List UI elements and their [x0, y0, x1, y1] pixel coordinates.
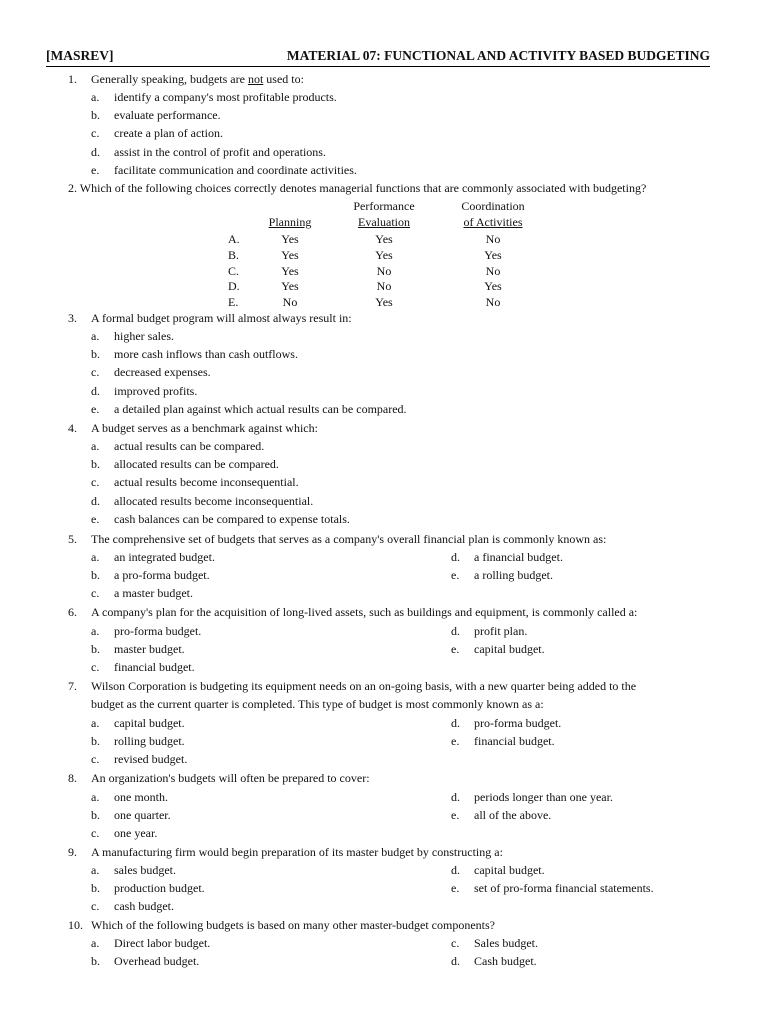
option-letter: c.: [91, 365, 100, 380]
question-8-number: 8.: [68, 771, 77, 785]
q2-cell-coordination: No: [485, 295, 501, 310]
question-9-stem: A manufacturing firm would begin preparation of its master budget by constructing a:: [91, 845, 503, 859]
option-text: capital budget.: [474, 642, 545, 657]
option-text: a rolling budget.: [474, 568, 553, 583]
question-2-stem: 2. Which of the following choices correctly denotes managerial functions that are commonly associated with budgeting?: [68, 181, 647, 195]
option-letter: d.: [451, 790, 460, 804]
option-letter: b.: [91, 108, 100, 123]
option-text: a financial budget.: [474, 550, 563, 564]
q2-row-letter: C.: [228, 263, 240, 278]
question-6-stem: A company's plan for the acquisition of long-lived assets, such as buildings and equipment, is commonly called a:: [91, 605, 638, 619]
q2-cell-coordination: No: [485, 263, 501, 278]
option-letter: d.: [451, 550, 460, 564]
q2-cell-planning: Yes: [281, 232, 299, 246]
q2-header-activities: of Activities: [463, 215, 523, 229]
option-text: a detailed plan against which actual results can be compared.: [114, 401, 407, 416]
option-letter: d.: [91, 383, 100, 398]
option-text: pro-forma budget.: [114, 624, 202, 638]
q2-row-letter: E.: [228, 295, 239, 310]
option-letter: c.: [91, 586, 100, 601]
option-letter: d.: [91, 493, 100, 508]
q2-row-letter: A.: [228, 232, 240, 246]
q2-header-planning: Planning: [268, 215, 312, 229]
option-letter: d.: [451, 863, 460, 877]
option-letter: d.: [451, 624, 460, 638]
option-text: evaluate performance.: [114, 108, 221, 123]
option-letter: b.: [91, 734, 100, 749]
option-letter: d.: [451, 716, 460, 730]
option-letter: a.: [91, 936, 100, 950]
option-letter: a.: [91, 439, 100, 453]
question-1-number: 1.: [68, 72, 77, 86]
option-letter: a.: [91, 550, 100, 564]
option-text: improved profits.: [114, 383, 198, 398]
option-letter: e.: [451, 734, 460, 749]
option-text: allocated results become inconsequential.: [114, 493, 314, 508]
option-letter: e.: [91, 511, 100, 526]
question-10-number: 10.: [68, 918, 83, 932]
option-text: production budget.: [114, 881, 205, 896]
option-text: revised budget.: [114, 752, 188, 767]
question-7-stem-line-1: Wilson Corporation is budgeting its equipment needs on an on-going basis, with a new quarter being added to the: [91, 679, 637, 693]
q2-header-evaluation: Evaluation: [358, 215, 410, 229]
option-letter: c.: [91, 475, 100, 490]
option-letter: c.: [91, 126, 100, 141]
option-letter: b.: [91, 808, 100, 823]
q2-cell-evaluation: No: [376, 263, 392, 278]
option-text: identify a company's most profitable products.: [114, 90, 337, 104]
option-letter: e.: [451, 808, 460, 823]
option-letter: b.: [91, 457, 100, 472]
header-course-code: [MASREV]: [46, 48, 114, 63]
question-1-stem: Generally speaking, budgets are not used to:: [91, 72, 304, 86]
option-letter: a.: [91, 624, 100, 638]
q2-cell-planning: Yes: [281, 263, 299, 278]
option-letter: a.: [91, 863, 100, 877]
question-4-number: 4.: [68, 421, 77, 435]
q2-row-letter: D.: [228, 279, 240, 294]
option-text: capital budget.: [474, 863, 545, 877]
question-5-stem: The comprehensive set of budgets that serves as a company's overall financial plan is commonly known as:: [91, 532, 607, 546]
question-6-number: 6.: [68, 605, 77, 619]
question-8-stem: An organization's budgets will often be prepared to cover:: [91, 771, 370, 785]
option-text: rolling budget.: [114, 734, 185, 749]
option-text: allocated results can be compared.: [114, 457, 279, 472]
q2-cell-coordination: Yes: [484, 279, 502, 294]
option-text: capital budget.: [114, 716, 185, 730]
option-letter: c.: [91, 899, 100, 914]
option-text: more cash inflows than cash outflows.: [114, 347, 298, 362]
q2-cell-planning: No: [282, 295, 298, 310]
question-5-number: 5.: [68, 532, 77, 546]
option-text: higher sales.: [114, 329, 174, 343]
option-text: periods longer than one year.: [474, 790, 613, 804]
option-text: actual results can be compared.: [114, 439, 265, 453]
option-text: all of the above.: [474, 808, 552, 823]
q2-cell-planning: Yes: [281, 279, 299, 294]
option-text: facilitate communication and coordinate activities.: [114, 162, 357, 177]
option-text: Overhead budget.: [114, 954, 200, 969]
q2-row-letter: B.: [228, 247, 240, 262]
q2-cell-coordination: No: [485, 232, 501, 246]
option-text: sales budget.: [114, 863, 176, 877]
option-letter: a.: [91, 329, 100, 343]
option-letter: b.: [91, 568, 100, 583]
option-letter: c.: [451, 936, 460, 950]
q2-cell-evaluation: Yes: [375, 295, 393, 310]
option-text: cash budget.: [114, 899, 174, 914]
option-text: set of pro-forma financial statements.: [474, 881, 654, 896]
option-text: one quarter.: [114, 808, 171, 823]
question-7-stem-line-2: budget as the current quarter is completed. This type of budget is most commonly known as a:: [91, 697, 544, 711]
option-text: a master budget.: [114, 586, 193, 601]
option-text: create a plan of action.: [114, 126, 223, 141]
option-text: master budget.: [114, 642, 185, 657]
option-letter: a.: [91, 90, 100, 104]
q2-cell-planning: Yes: [281, 247, 299, 262]
option-letter: b.: [91, 881, 100, 896]
q2-header-performance: Performance: [353, 199, 415, 213]
option-text: financial budget.: [474, 734, 555, 749]
q2-cell-evaluation: Yes: [375, 247, 393, 262]
option-letter: c.: [91, 660, 100, 675]
option-text: pro-forma budget.: [474, 716, 562, 730]
option-letter: e.: [91, 162, 100, 177]
option-letter: c.: [91, 826, 100, 841]
q2-cell-evaluation: No: [376, 279, 392, 294]
question-7-number: 7.: [68, 679, 77, 693]
option-text: one month.: [114, 790, 168, 804]
option-text: one year.: [114, 826, 158, 841]
question-3-stem: A formal budget program will almost always result in:: [91, 311, 352, 325]
question-3-number: 3.: [68, 311, 77, 325]
question-4-stem: A budget serves as a benchmark against which:: [91, 421, 318, 435]
option-letter: a.: [91, 790, 100, 804]
option-letter: e.: [451, 568, 460, 583]
option-letter: b.: [91, 347, 100, 362]
option-text: financial budget.: [114, 660, 195, 675]
option-text: profit plan.: [474, 624, 528, 638]
option-letter: e.: [451, 881, 460, 896]
option-letter: e.: [451, 642, 460, 657]
option-text: decreased expenses.: [114, 365, 211, 380]
option-text: Sales budget.: [474, 936, 538, 950]
option-letter: e.: [91, 401, 100, 416]
q2-cell-evaluation: Yes: [375, 232, 393, 246]
option-letter: b.: [91, 642, 100, 657]
option-letter: c.: [91, 752, 100, 767]
option-letter: d.: [451, 954, 460, 969]
option-text: assist in the control of profit and operations.: [114, 144, 326, 159]
option-text: Cash budget.: [474, 954, 537, 969]
option-letter: b.: [91, 954, 100, 969]
option-letter: a.: [91, 716, 100, 730]
option-text: Direct labor budget.: [114, 936, 211, 950]
option-text: a pro-forma budget.: [114, 568, 210, 583]
question-9-number: 9.: [68, 845, 77, 859]
option-text: actual results become inconsequential.: [114, 475, 299, 490]
q2-cell-coordination: Yes: [484, 247, 502, 262]
q2-header-coordination: Coordination: [461, 199, 525, 213]
option-text: cash balances can be compared to expense totals.: [114, 511, 350, 526]
header-title: MATERIAL 07: FUNCTIONAL AND ACTIVITY BASED BUDGETING: [286, 48, 710, 63]
option-text: an integrated budget.: [114, 550, 215, 564]
page-header: [46, 48, 710, 67]
option-letter: d.: [91, 144, 100, 159]
question-10-stem: Which of the following budgets is based on many other master-budget components?: [91, 918, 495, 932]
